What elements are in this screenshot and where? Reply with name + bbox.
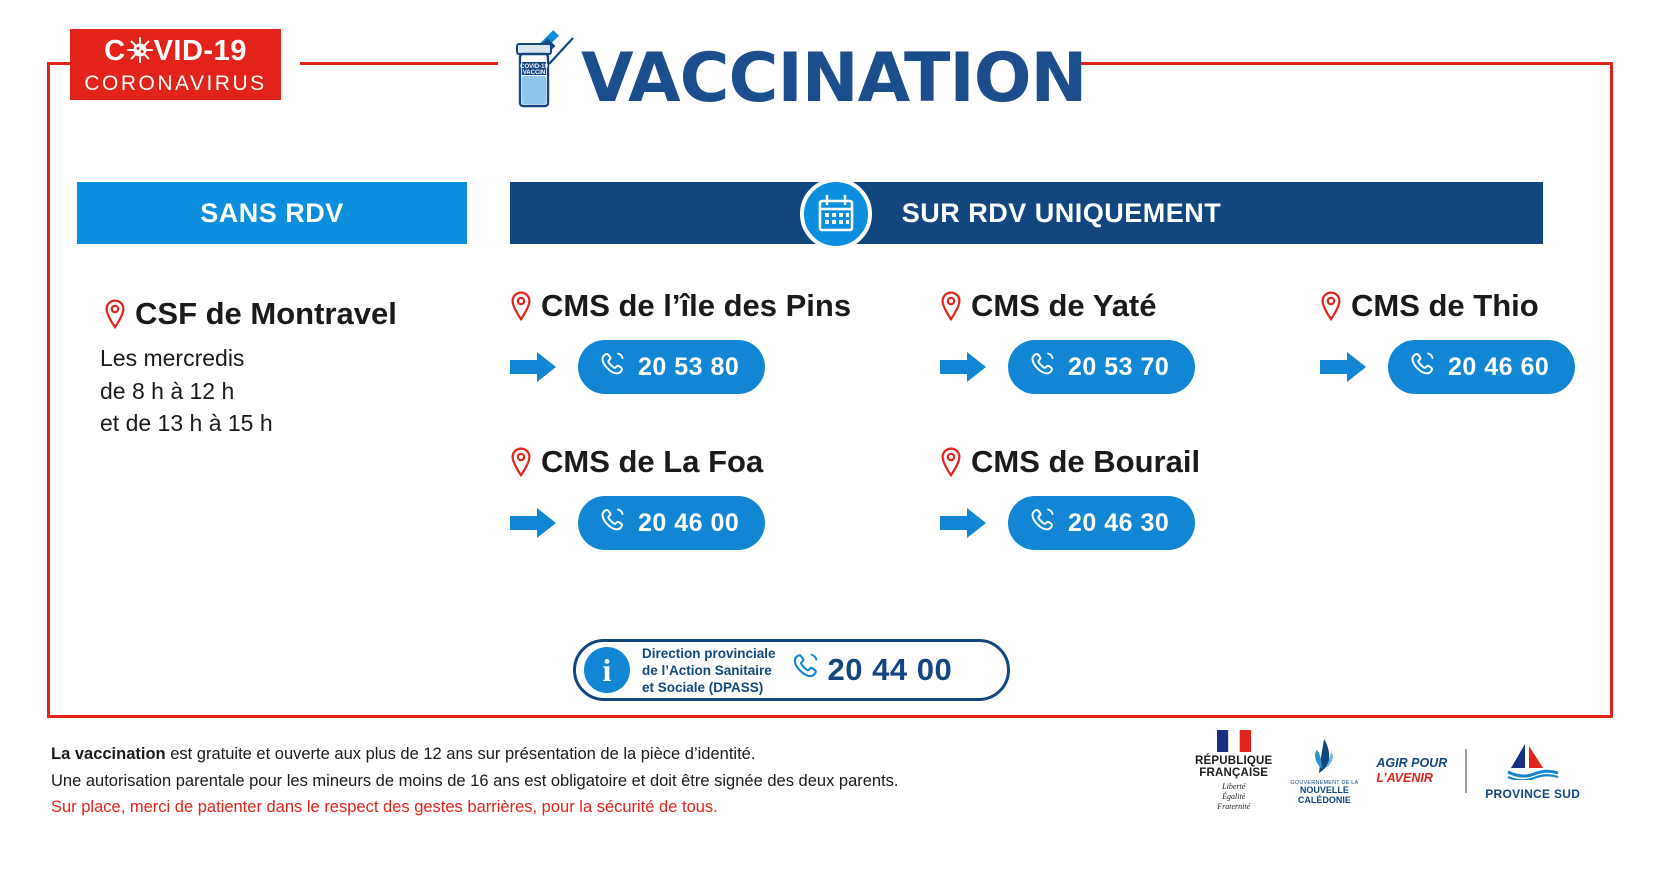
virus-icon [127,37,153,69]
arrow-right-icon [510,350,558,384]
walk-in-hours-line-2: de 8 h à 12 h [100,377,235,404]
walk-in-hours [100,342,490,440]
phone-button[interactable] [578,340,765,394]
site-name [510,288,910,324]
republique-motto-2: Égalité [1222,792,1246,802]
appointment-entry [510,444,910,550]
site-name-label: CMS de La Foa [541,444,764,479]
nouvelle-caledonie-gov: GOUVERNEMENT DE LA [1290,780,1359,787]
site-name [940,444,1270,480]
footer-notes [51,741,899,821]
phone-button[interactable] [578,496,765,550]
phone-button[interactable] [1388,340,1575,394]
phone-button[interactable] [1008,340,1195,394]
appointment-entry [1320,288,1620,394]
appointment-entry [510,288,910,394]
phone-icon [1028,506,1056,541]
location-pin-icon [940,447,962,477]
footer-line-1 [51,741,899,768]
republique-line-2: FRANÇAISE [1199,767,1269,779]
phone-button[interactable] [1008,496,1195,550]
site-name-label: CMS de Thio [1351,288,1539,323]
phone-number: 20 46 60 [1448,352,1550,381]
section-header-sur-rdv [510,182,1543,244]
site-name-label: CMS de Bourail [971,444,1201,479]
covid19-badge-prefix: C [104,35,126,67]
page-title: VACCINATION [581,39,1087,119]
vial-label-line2: VACCIN [522,70,546,76]
province-sud-sail-icon [1505,767,1561,784]
section-header-sur-rdv-label: SUR RDV UNIQUEMENT [901,197,1222,228]
phone-number: 20 53 70 [1068,352,1170,381]
dpass-line-2: de l’Action Sanitaire [642,662,772,678]
phone-number: 20 53 80 [638,352,740,381]
phone-row [940,340,1270,394]
nouvelle-caledonie-line-1: NOUVELLE [1299,785,1349,796]
dpass-line-1: Direction provinciale [642,645,776,661]
walk-in-hours-line-3: et de 13 h à 15 h [100,410,273,437]
dpass-info-pill[interactable] [573,639,1010,701]
republique-line-1: RÉPUBLIQUE [1195,754,1273,767]
phone-icon [790,651,820,689]
covid19-badge [70,29,281,100]
calendar-icon [800,178,872,250]
nouvelle-caledonie-line-2: CALÉDONIE [1297,795,1351,806]
agir-line-2: L’AVENIR [1376,771,1433,785]
walk-in-hours-line-1: Les mercredis [100,345,245,371]
phone-row [510,496,910,550]
covid19-badge-line2: CORONAVIRUS [84,71,267,95]
footer-line-3: Sur place, merci de patienter dans le respect des gestes barrières, pour la sécurité de tous. [51,798,718,817]
location-pin-icon [510,291,532,321]
province-sud-logo [1485,742,1580,801]
appointment-entry [940,444,1270,550]
arrow-right-icon [1320,350,1368,384]
appointment-column-2 [940,288,1270,556]
site-name [1320,288,1620,324]
covid19-badge-line1 [104,36,247,68]
phone-number: 20 46 30 [1068,508,1170,537]
arrow-right-icon [940,350,988,384]
section-header-sans-rdv-label: SANS RDV [200,197,344,228]
site-name [510,444,910,480]
phone-number: 20 46 00 [638,508,740,537]
republique-motto-3: Fraternité [1217,802,1251,812]
phone-icon [598,350,626,385]
arrow-right-icon [510,506,558,540]
vial-label-line1: COVID-19 [520,64,548,70]
walk-in-site-label: CSF de Montravel [135,296,397,331]
french-flag-icon [1217,730,1251,752]
location-pin-icon [104,299,126,329]
phone-row [940,496,1270,550]
appointment-column-1 [510,288,910,556]
dpass-phone[interactable] [790,651,953,689]
agir-pour-lavenir-logo [1376,756,1447,786]
appointment-column-3 [1320,288,1620,400]
footer-line-1-rest: est gratuite et ouverte aux plus de 12 ans sur présentation de la pièce d’identité. [165,745,756,763]
republique-motto-1: Liberté [1222,782,1246,792]
site-name-label: CMS de Yaté [971,288,1157,323]
walk-in-section [100,296,490,440]
appointment-entry [940,288,1270,394]
walk-in-site [100,296,490,332]
phone-row [510,340,910,394]
dpass-label [642,645,776,696]
covid19-badge-suffix: VID-19 [153,35,247,67]
footer-line-2: Une autorisation parentale pour les mineurs de moins de 16 ans est obligatoire et doit être signée des deux parents. [51,771,899,790]
location-pin-icon [1320,291,1342,321]
province-sud-name: PROVINCE SUD [1485,786,1581,801]
title-block [503,26,1087,119]
logo-divider [1465,749,1467,793]
republique-francaise-logo [1195,730,1272,812]
nouvelle-caledonie-logo [1290,736,1358,806]
site-name-label: CMS de l’île des Pins [541,288,852,323]
nouvelle-caledonie-emblem-icon [1304,763,1344,780]
vaccine-vial-icon [503,26,579,112]
location-pin-icon [510,447,532,477]
arrow-right-icon [940,506,988,540]
phone-row [1320,340,1620,394]
agir-line-1: AGIR POUR [1376,756,1448,770]
phone-icon [598,506,626,541]
dpass-phone-number: 20 44 00 [827,652,953,687]
phone-icon [1408,350,1436,385]
information-icon: i [584,647,630,693]
site-name [940,288,1270,324]
location-pin-icon [940,291,962,321]
dpass-line-3: et Sociale (DPASS) [642,679,764,695]
footer-line-1-bold: La vaccination [51,745,166,763]
section-header-sans-rdv [77,182,467,244]
logo-row [1195,728,1615,814]
phone-icon [1028,350,1056,385]
